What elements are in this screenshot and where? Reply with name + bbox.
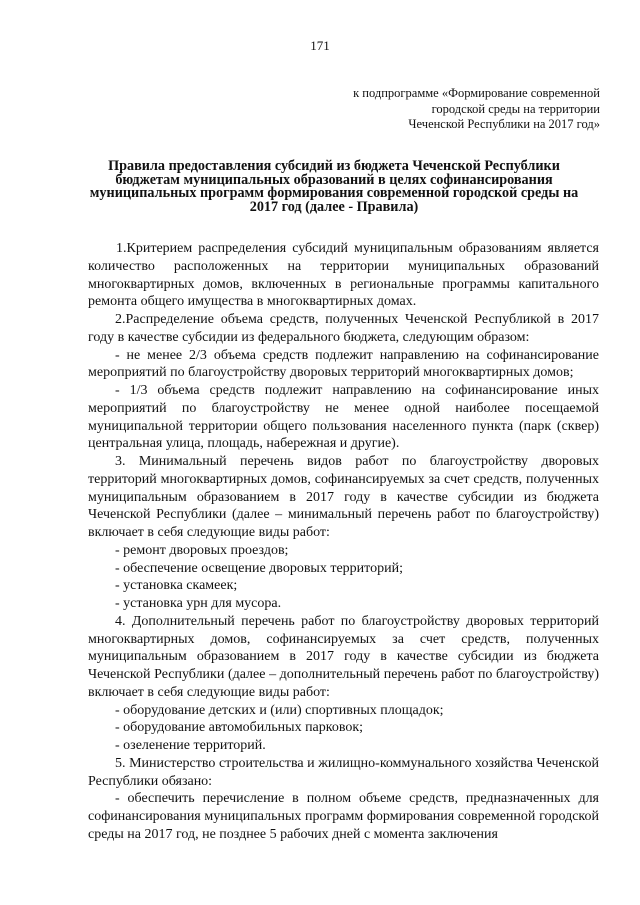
paragraph-1: 1.Критерием распределения субсидий муниципальным образованиям является количество расположенных на территории муниципальных образований многоквартирных домов, включенных в региональные программы капитального ремонта общего имущества в многоквартирных домах.	[88, 241, 599, 310]
attachment-line: городской среды на территории	[431, 101, 600, 116]
attachment-line: Чеченской Республики на 2017 год»	[408, 117, 600, 131]
list-item: - обеспечение освещение дворовых территорий;	[115, 560, 403, 576]
attachment-line: к подпрограмме «Формирование современной	[353, 86, 600, 100]
paragraph-5-item-1: - обеспечить перечисление в полном объеме средств, предназначенных для софинансирования муниципальных программ формирования современной городской среды на 2017 год, не позднее 5 рабочих дней с момента заключения	[88, 791, 599, 842]
paragraph-2-item-1: - не менее 2/3 объема средств подлежит направлению на софинансирование мероприятий по благоустройству дворовых территорий многоквартирных домов;	[88, 347, 599, 381]
title-line: Правила предоставления субсидий из бюджета Чеченской Республики	[108, 158, 560, 174]
list-item: - оборудование автомобильных парковок;	[115, 720, 364, 736]
list-item: - установка скамеек;	[115, 578, 238, 594]
title-line: 2017 год (далее - Правила)	[249, 198, 419, 215]
list-item: - установка урн для мусора.	[115, 596, 282, 611]
paragraph-3: 3. Минимальный перечень видов работ по благоустройству дворовых территорий многоквартирных домов, софинансируемых за счет средств, полученных муниципальным образованием в 2017 году в качестве субсидии из бюджета Чеченской Республики (далее – минимальный перечень работ по благоустройству) включает в себя следующие виды работ:	[88, 454, 599, 540]
title-line: муниципальных программ формирования современной городской среды на	[89, 185, 579, 201]
paragraph-4: 4. Дополнительный перечень работ по благоустройству дворовых территорий многоквартирных домов, софинансируемых за счет средств, полученных муниципальным образованием в 2017 году в качестве субсидии из бюджета Чеченской Республики (далее – дополнительный перечень работ по благоустройству) включает в себя следующие виды работ:	[88, 613, 599, 700]
document-body	[88, 240, 599, 844]
page-number: 171	[310, 38, 330, 53]
list-item: - оборудование детских и (или) спортивных площадок;	[115, 702, 444, 718]
attachment-note	[270, 86, 600, 133]
title-line: бюджетам муниципальных образований в целях софинансирования	[115, 171, 553, 188]
list-item: - озеленение территорий.	[115, 738, 266, 753]
paragraph-5: 5. Министерство строительства и жилищно-коммунального хозяйства Чеченской Республики обязано:	[88, 755, 599, 789]
paragraph-2-item-2: - 1/3 объема средств подлежит направлению на софинансирование иных мероприятий по благоустройству не менее одной наиболее посещаемой муниципальной территории общего пользования населенного пункта (парк (сквер) центральная улица, площадь, набережная и другие).	[88, 383, 599, 452]
list-item: - ремонт дворовых проездов;	[115, 542, 289, 558]
document-title	[70, 160, 598, 214]
paragraph-2: 2.Распределение объема средств, полученных Чеченской Республикой в 2017 году в качестве субсидии из федерального бюджета, следующим образом:	[88, 312, 599, 345]
